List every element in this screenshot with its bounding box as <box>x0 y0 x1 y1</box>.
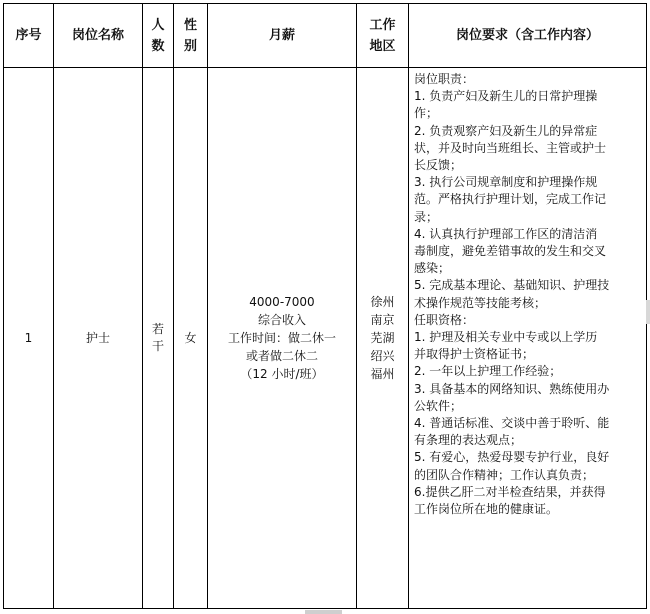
job-posting-table <box>3 3 647 609</box>
city-item: 绍兴 <box>370 349 395 363</box>
requirement-line: 3. 具备基本的网络知识、熟练使用办 <box>414 381 610 396</box>
cell-count <box>143 68 174 609</box>
requirement-line: 长反馈； <box>414 158 463 173</box>
cell-position: 护士 <box>54 68 143 609</box>
header-count <box>143 4 174 68</box>
horizontal-scroll-thumb[interactable] <box>305 610 342 614</box>
cell-salary <box>208 68 357 609</box>
requirement-line: 录； <box>414 209 439 224</box>
requirement-line: 3. 执行公司规章制度和护理操作规 <box>414 175 598 190</box>
city-item: 南京 <box>370 313 395 327</box>
header-gender-text: 性别 <box>184 17 198 54</box>
requirement-line: 术操作规范等技能考核； <box>414 295 547 310</box>
header-requirements: 岗位要求（含工作内容） <box>409 4 647 68</box>
table-row <box>4 68 647 609</box>
requirement-line: 岗位职责： <box>414 72 475 86</box>
requirement-line: 4. 认真执行护理部工作区的清洁消 <box>414 226 598 241</box>
cell-seq: 1 <box>4 68 54 609</box>
requirement-line: 工作岗位所在地的健康证。 <box>414 502 559 517</box>
requirement-line: 4. 普通话标准、交谈中善于聆听、能 <box>414 416 610 431</box>
header-location-text: 工作地区 <box>369 17 396 54</box>
header-salary: 月薪 <box>208 4 357 68</box>
city-item: 福州 <box>370 367 395 381</box>
requirement-line: 感染； <box>414 261 451 276</box>
requirement-line: 公软件； <box>414 398 463 413</box>
city-item: 芜湖 <box>370 331 395 345</box>
header-count-text: 人数 <box>151 17 165 54</box>
requirement-line: 作； <box>414 106 439 121</box>
requirement-line: 1. 负责产妇及新生儿的日常护理操 <box>414 89 598 104</box>
cell-gender: 女 <box>174 68 208 609</box>
requirement-line: 毒制度，避免差错事故的发生和交叉 <box>414 244 607 259</box>
salary-line: （12 小时/班） <box>240 367 324 381</box>
salary-line: 工作时间：做二休一 <box>227 331 336 345</box>
salary-line: 或者做二休二 <box>245 349 318 363</box>
requirement-line: 状，并及时向当班组长、主管或护士 <box>414 140 607 155</box>
salary-line: 综合收入 <box>257 313 306 327</box>
cell-location <box>357 68 409 609</box>
scrollbar-thumb[interactable] <box>646 300 650 324</box>
header-row <box>4 4 647 68</box>
requirement-line: 范。严格执行护理计划，完成工作记 <box>414 192 607 207</box>
city-item: 徐州 <box>370 295 395 309</box>
header-gender <box>174 4 208 68</box>
requirement-line: 2. 负责观察产妇及新生儿的异常症 <box>414 123 598 138</box>
requirement-line: 2. 一年以上护理工作经验； <box>414 364 562 379</box>
header-location <box>357 4 409 68</box>
requirement-line: 并取得护士资格证书； <box>414 347 535 362</box>
requirement-line: 的团队合作精神；工作认真负责； <box>414 467 595 482</box>
requirement-line: 任职资格： <box>414 312 475 327</box>
cell-count-text: 若干 <box>151 322 164 353</box>
requirement-line: 6.提供乙肝二对半检查结果，并获得 <box>414 484 606 499</box>
salary-line: 4000-7000 <box>249 295 315 309</box>
cell-requirements <box>409 68 647 609</box>
header-position: 岗位名称 <box>54 4 143 68</box>
header-seq: 序号 <box>4 4 54 68</box>
requirement-line: 有条理的表达观点； <box>414 433 523 448</box>
requirement-line: 5. 有爱心，热爱母婴专护行业，良好 <box>414 450 610 465</box>
requirement-line: 5. 完成基本理论、基础知识、护理技 <box>414 278 610 293</box>
requirement-line: 1. 护理及相关专业中专或以上学历 <box>414 330 598 345</box>
